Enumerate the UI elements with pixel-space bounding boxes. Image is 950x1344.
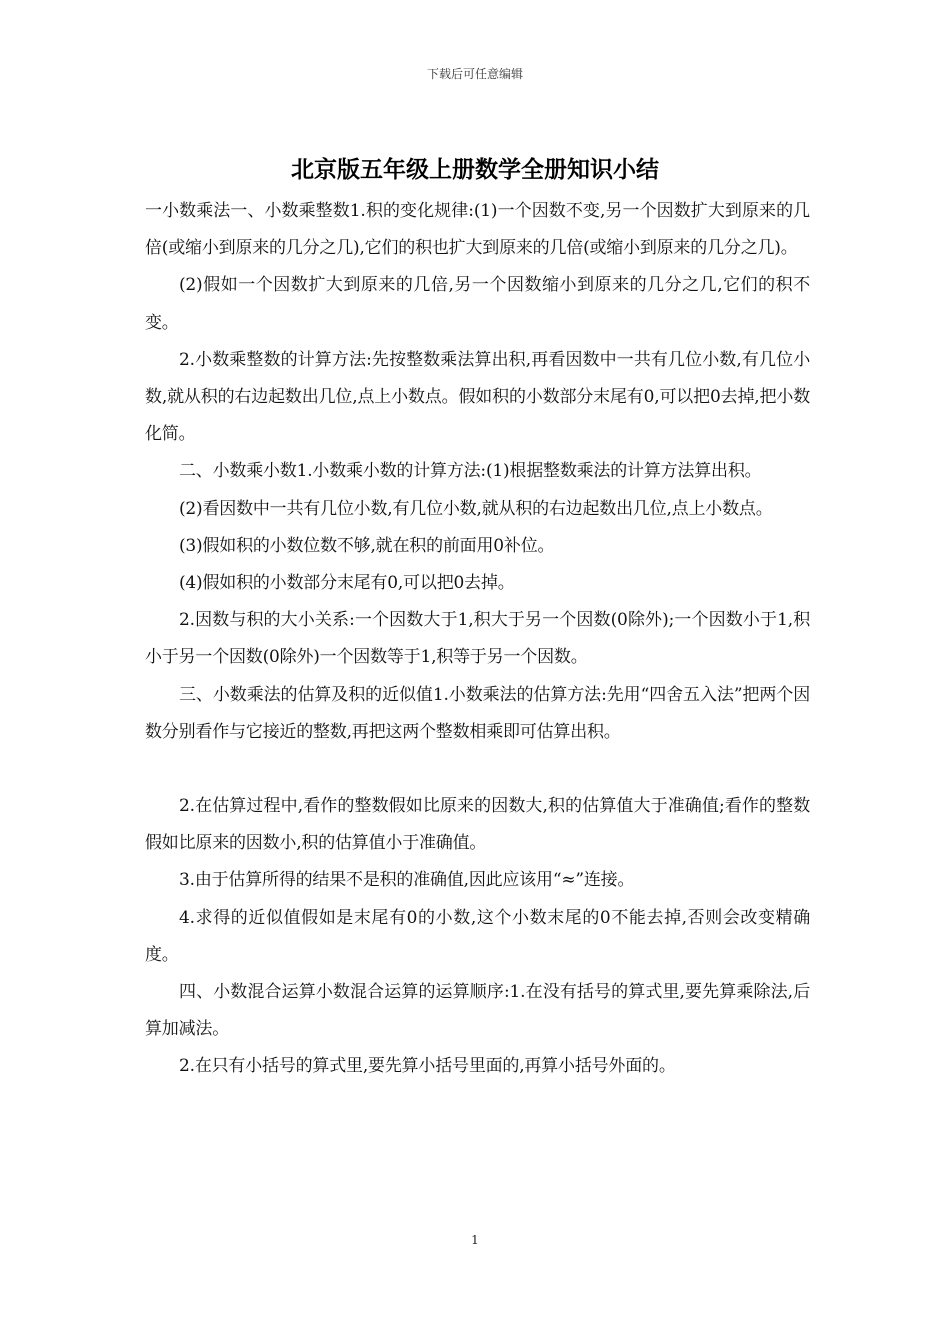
paragraph: (4)假如积的小数部分末尾有0,可以把0去掉。 <box>179 573 515 594</box>
paragraph: (3)假如积的小数位数不够,就在积的前面用0补位。 <box>179 535 555 556</box>
paragraph: (2)假如一个因数扩大到原来的几倍,另一个因数缩小到原来的几分之几,它们的积不变。 <box>145 275 810 333</box>
paragraph: 3.由于估算所得的结果不是积的准确值,因此应该用“≈”连接。 <box>179 870 635 891</box>
paragraph: 2.在估算过程中,看作的整数假如比原来的因数大,积的估算值大于准确值;看作的整数假如比原来的因数小,积的估算值小于准确值。 <box>145 796 810 854</box>
paragraph: (2)看因数中一共有几位小数,有几位小数,就从积的右边起数出几位,点上小数点。 <box>179 498 773 519</box>
paragraph: 三、小数乘法的估算及积的近似值1.小数乘法的估算方法:先用“四舍五入法”把两个因数分别看作与它接近的整数,再把这两个整数相乘即可估算出积。 <box>145 684 810 742</box>
paragraph: 四、小数混合运算小数混合运算的运算顺序:1.在没有括号的算式里,要先算乘除法,后算加减法。 <box>145 982 810 1040</box>
paragraph: 4.求得的近似值假如是末尾有0的小数,这个小数末尾的0不能去掉,否则会改变精确度。 <box>145 907 810 965</box>
paragraph: 一小数乘法一、小数乘整数1.积的变化规律:(1)一个因数不变,另一个因数扩大到原来的几倍(或缩小到原来的几分之几),它们的积也扩大到原来的几倍(或缩小到原来的几分之几)。 <box>145 201 810 259</box>
paragraph: 2.在只有小括号的算式里,要先算小括号里面的,再算小括号外面的。 <box>179 1056 676 1077</box>
paragraph: 二、小数乘小数1.小数乘小数的计算方法:(1)根据整数乘法的计算方法算出积。 <box>179 461 762 482</box>
paragraph: 2.因数与积的大小关系:一个因数大于1,积大于另一个因数(0除外);一个因数小于1,积小于另一个因数(0除外)一个因数等于1,积等于另一个因数。 <box>145 610 810 668</box>
document-body <box>145 193 810 1086</box>
document-title: 北京版五年级上册数学全册知识小结 <box>291 156 659 183</box>
page-number: 1 <box>471 1233 479 1247</box>
page-header: 下载后可任意编辑 <box>426 67 523 81</box>
paragraph: 2.小数乘整数的计算方法:先按整数乘法算出积,再看因数中一共有几位小数,有几位小数,就从积的右边起数出几位,点上小数点。假如积的小数部分末尾有0,可以把0去掉,把小数化简。 <box>145 349 810 445</box>
